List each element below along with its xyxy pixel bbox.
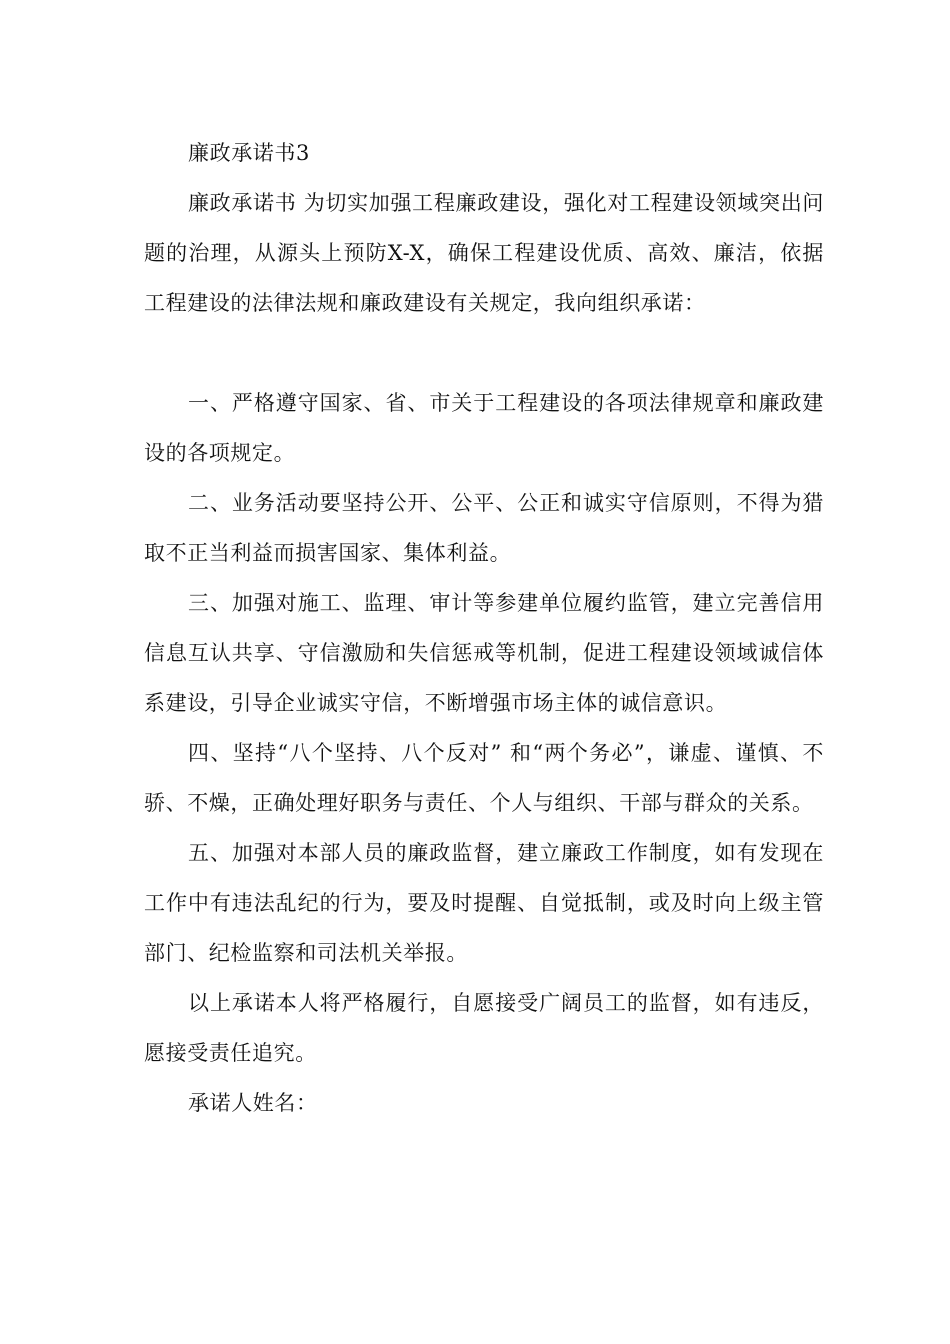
signature-label: 承诺人姓名： xyxy=(188,1091,318,1115)
document-heading: 廉政承诺书3 xyxy=(188,141,310,165)
commitment-item-4: 四、坚持“八个坚持、八个反对” 和“两个务必”，谦虚、谨慎、不骄、不燥，正确处理好职务与责任、个人与组织、干部与群众的关系。 xyxy=(144,741,824,815)
closing-paragraph: 以上承诺本人将严格履行，自愿接受广阔员工的监督，如有违反，愿接受责任追究。 xyxy=(144,991,824,1065)
paragraph-spacer xyxy=(144,328,824,378)
commitment-item-1: 一、严格遵守国家、省、市关于工程建设的各项法律规章和廉政建设的各项规定。 xyxy=(144,391,824,465)
commitment-item-3: 三、加强对施工、监理、审计等参建单位履约监管，建立完善信用信息互认共享、守信激励和失信惩戒等机制，促进工程建设领域诚信体系建设，引导企业诚实守信，不断增强市场主体的诚信意识。 xyxy=(144,591,824,715)
document-body xyxy=(144,128,824,1128)
intro-paragraph: 廉政承诺书 为切实加强工程廉政建设，强化对工程建设领域突出问题的治理，从源头上预防X-X，确保工程建设优质、高效、廉洁，依据工程建设的法律法规和廉政建设有关规定，我向组织承诺： xyxy=(144,191,824,315)
commitment-item-5: 五、加强对本部人员的廉政监督，建立廉政工作制度，如有发现在工作中有违法乱纪的行为，要及时提醒、自觉抵制，或及时向上级主管部门、纪检监察和司法机关举报。 xyxy=(144,841,824,965)
commitment-item-2: 二、业务活动要坚持公开、公平、公正和诚实守信原则，不得为猎取不正当利益而损害国家、集体利益。 xyxy=(144,491,824,565)
